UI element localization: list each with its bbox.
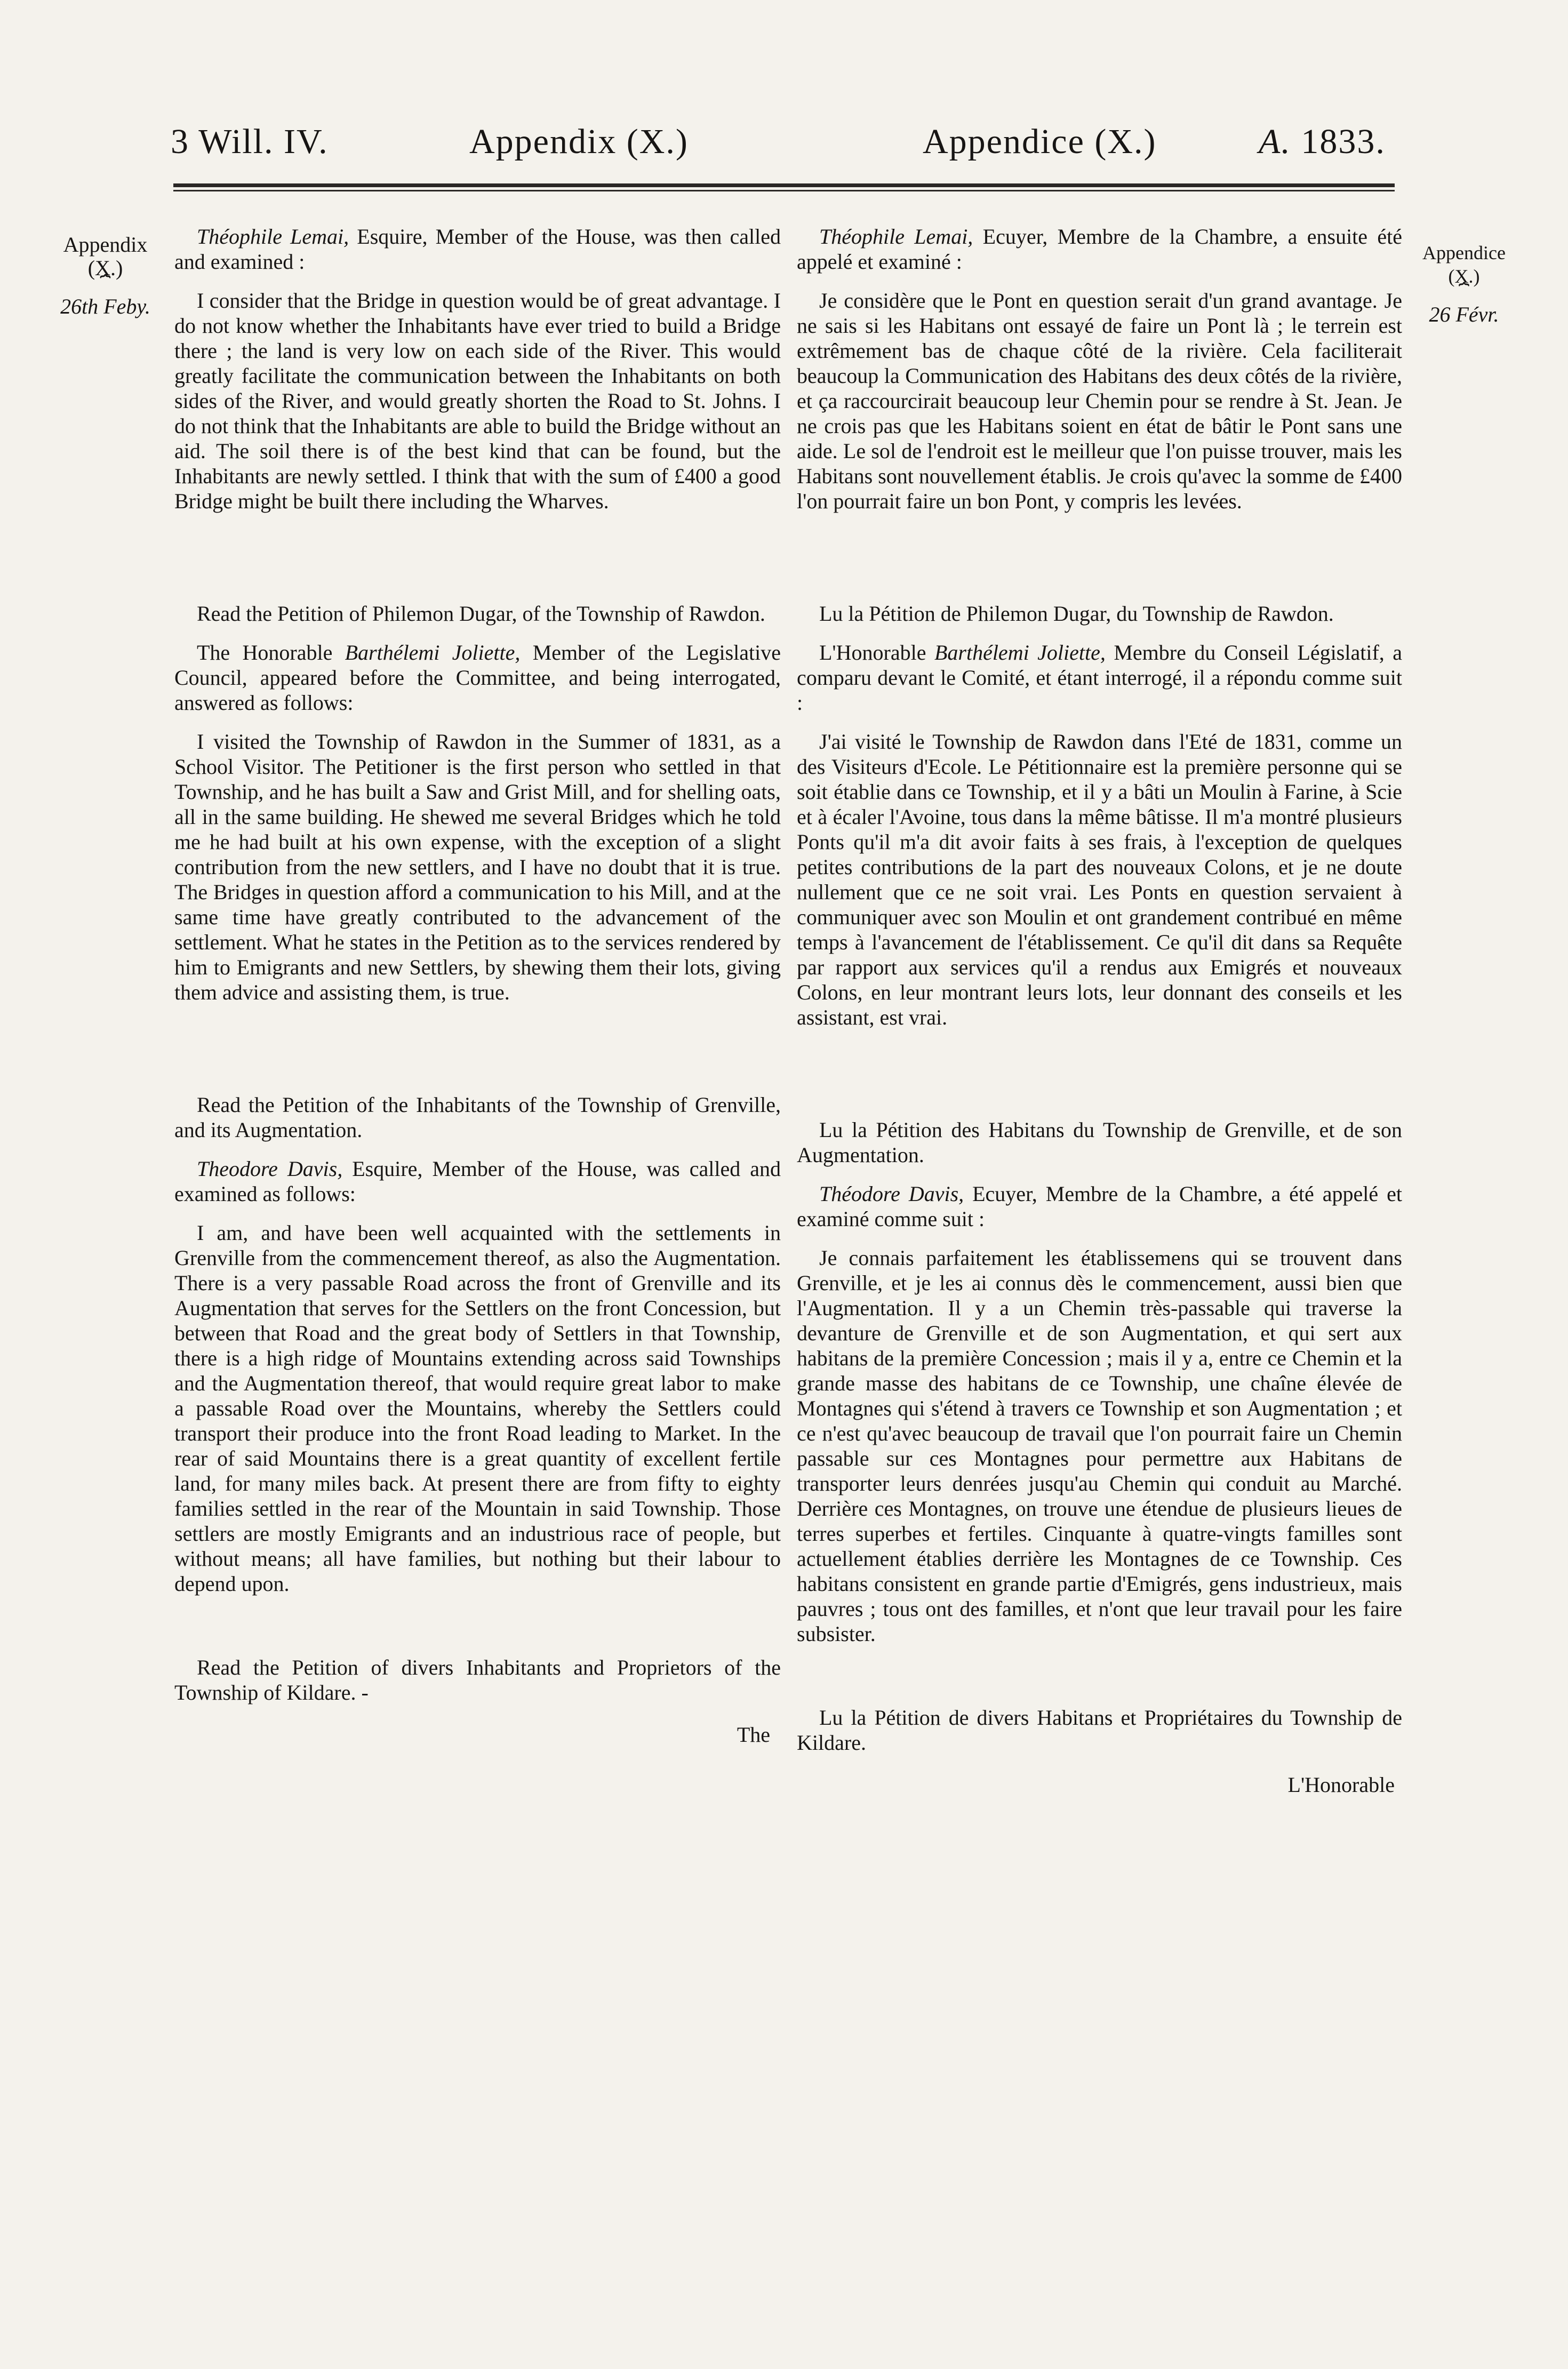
catchword: The xyxy=(737,1723,770,1747)
paragraph-text: Ecuyer, Membre de la Chambre, a ensuite été appelé et examiné : xyxy=(797,225,1402,274)
header-reign: 3 Will. IV. xyxy=(171,122,329,161)
margin-note-label: Appendice xyxy=(1422,242,1506,263)
paragraph-lemai-testimony: I consider that the Bridge in question would be of great advantage. I do not know whether the Inhabitants have ever tried to build a Bridge there ; the land is very low on each side of the River. This would greatly facilitate the communication between the Inhabitants on both sides of the River, and would greatly shorten the Road to St. Johns. I do not think that the Inhabitants are able to build the Bridge without an aid. The soil there is of the best kind that can be found, but the Inhabitants are newly settled. I think that with the sum of £400 a good Bridge might be built there including the Wharves. xyxy=(174,289,781,513)
paragraph-davis-intro xyxy=(174,1156,781,1206)
witness-name: Theodore Davis, xyxy=(197,1157,343,1181)
margin-note-ref: (X.) xyxy=(87,256,123,280)
paragraph-text: Membre du Conseil Législatif, a comparu devant le Comité, et étant interrogé, il a répondu comme suit : xyxy=(797,641,1402,715)
margin-note-left xyxy=(48,233,163,318)
paragraph-joliette-testimony: I visited the Township of Rawdon in the Summer of 1831, as a School Visitor. The Petitioner is the first person who settled in that Township, and he has built a Saw and Grist Mill, and for shelling oats, all in the same building. He shewed me several Bridges which he told me he had built at his own expense, with the exception of a slight contribution from the new settlers, and I have no doubt that it is true. The Bridges in question afford a communication to his Mill, and at the same time have greatly contributed to the advancement of the settlement. What he states in the Petition as to the services rendered by him to Emigrants and new Settlers, by shewing them their lots, giving them advice and assisting them, is true. xyxy=(174,730,781,1004)
paragraph-dugar-petition: Read the Petition of Philemon Dugar, of the Township of Rawdon. xyxy=(197,602,765,626)
witness-name: Théophile Lemai, xyxy=(819,225,973,249)
paragraph-grenville-petition: Read the Petition of the Inhabitants of the Township of Grenville, and its Augmentation. xyxy=(174,1093,781,1142)
witness-name: Théophile Lemai, xyxy=(197,225,349,249)
paragraph-davis-testimony: I am, and have been well acquainted with the settlements in Grenville from the commencement thereof, as also the Augmentation. There is a very passable Road across the front of Grenville and its Augmentation that serves for the Settlers on the front Concession, but between that Road and the great body of Settlers in that Township, there is a high ridge of Mountains extending across said Townships and the Augmentation thereof, that would require great labor to make a passable Road over the Mountains, whereby the Settlers could transport their produce into the front Road leading to Market. In the rear of said Mountains there is a great quantity of excellent fertile land, for many miles back. At present there are from fifty to eighty families settled in the rear of the Mountain in said Township. Those settlers are mostly Emigrants and an industrious race of people, but without means; all have families, but nothing but their labour to depend upon. xyxy=(174,1221,781,1596)
paragraph-davis-intro xyxy=(797,1181,1402,1231)
margin-note-ref: (X.) xyxy=(1448,266,1480,287)
paragraph-lemai-intro xyxy=(174,224,781,274)
witness-name: Barthélemi Joliette, xyxy=(934,641,1106,665)
header-rule-thin xyxy=(173,190,1395,191)
paragraph-dugar-petition: Lu la Pétition de Philemon Dugar, du Township de Rawdon. xyxy=(819,602,1334,626)
witness-name: Barthélemi Joliette, xyxy=(345,641,521,665)
margin-note-date: 26th Feby. xyxy=(60,294,150,318)
paragraph-text: Ecuyer, Membre de la Chambre, a été appelé et examiné comme suit : xyxy=(797,1182,1402,1231)
english-column xyxy=(174,224,781,1747)
paragraph-text: The Honorable xyxy=(197,641,345,665)
header-appendix-english: Appendix (X.) xyxy=(469,122,689,161)
paragraph-joliette-intro xyxy=(174,640,781,715)
paragraph-text: Member of the Legislative Council, appeared before the Committee, and being interrogated, answered as follows: xyxy=(174,641,781,715)
catchword: L'Honorable xyxy=(1287,1773,1395,1797)
brace-icon: ⏞ xyxy=(1458,283,1470,303)
paragraph-kildare-petition: Lu la Pétition de divers Habitans et Propriétaires du Township de Kildare. xyxy=(797,1706,1402,1755)
paragraph-lemai-intro xyxy=(797,224,1402,274)
paragraph-joliette-testimony: J'ai visité le Township de Rawdon dans l'Eté de 1831, comme un des Visiteurs d'Ecole. Le Pétitionnaire est la première personne qui se soit établie dans ce Township, et il y a bâti un Moulin à Farine, à Scie et à écaler l'Avoine, tous dans la même bâtisse. Il m'a montré plusieurs Ponts qu'il m'a dit avoir faits à ses frais, à l'exception de quelques petites contributions de la part des nouveaux Colons, et je ne doute nullement que ce ne soit vrai. Les Ponts en question servaient à communiquer avec son Moulin et ont grandement contribué en même temps à l'avancement de l'établissement. Ce qu'il dit dans sa Requête par rapport aux services qu'il a rendus aux Emigrés et nouveaux Colons, en leur montrant leurs lots, leur donnant des conseils et les assistant, est vrai. xyxy=(797,730,1402,1029)
paragraph-lemai-testimony: Je considère que le Pont en question serait d'un grand avantage. Je ne sais si les Habitans ont essayé de faire un Pont là ; le terrein est extrêmement bas de chaque côté de la rivière. Cela faciliterait beaucoup la Communication des Habitans des deux côtés de la rivière, et ça raccourcirait beaucoup leur Chemin pour se rendre à St. Jean. Je ne crois pas que les Habitans soient en état de bâtir le Pont sans une aide. Le sol de l'endroit est le meilleur que l'on puisse trouver, mais les Habitans sont nouvellement établis. Je crois qu'avec la somme de £400 l'on pourrait faire un bon Pont, y compris les levées. xyxy=(797,289,1402,513)
margin-note-right xyxy=(1403,241,1525,326)
header-year xyxy=(1259,122,1386,162)
margin-note-label: Appendix xyxy=(63,233,148,257)
paragraph-joliette-intro xyxy=(797,640,1402,715)
paragraph-text: Esquire, Member of the House, was called and examined as follows: xyxy=(174,1157,781,1206)
paragraph-kildare-petition: Read the Petition of divers Inhabitants and Proprietors of the Township of Kildare. - xyxy=(174,1655,781,1704)
brace-icon: ⏞ xyxy=(100,275,111,295)
header-year-letter: A. xyxy=(1259,122,1291,161)
witness-name: Théodore Davis, xyxy=(819,1182,964,1206)
header-year-number: 1833. xyxy=(1301,122,1386,161)
paragraph-davis-testimony: Je connais parfaitement les établissemens qui se trouvent dans Grenville, et je les ai connus dès le commencement, aussi bien que l'Augmentation. Il y a un Chemin très-passable qui traverse la devanture de Grenville et de son Augmentation, et qui sert aux habitans de la première Concession ; mais il y a, entre ce Chemin et la grande masse des habitans de ce Township, une chaîne élevée de Montagnes qui s'étend à travers ce Township et son Augmentation ; et ce n'est qu'avec beaucoup de travail que l'on pourrait faire un Chemin passable sur ces Montagnes pour permettre aux Habitans de transporter leurs denrées jusqu'au Chemin qui conduit au Marché. Derrière ces Montagnes, on trouve une étendue de plusieurs lieues de terres superbes et fertiles. Cinquante à quatre-vingts familles sont actuellement établies derrière les Montagnes de ce Township. Ces habitans consistent en grande partie d'Emigrés, gens industrieux, mais pauvres ; tous ont des familles, et n'ont que leur travail pour les faire subsister. xyxy=(797,1246,1402,1646)
header-appendix-french: Appendice (X.) xyxy=(923,122,1157,161)
paragraph-text: L'Honorable xyxy=(819,641,934,665)
header-rule-thick xyxy=(173,183,1395,187)
french-column xyxy=(797,224,1402,1797)
margin-note-date: 26 Févr. xyxy=(1429,302,1499,326)
paragraph-grenville-petition: Lu la Pétition des Habitans du Township de Grenville, et de son Augmentation. xyxy=(797,1118,1402,1167)
paragraph-text: Esquire, Member of the House, was then called and examined : xyxy=(174,225,781,274)
